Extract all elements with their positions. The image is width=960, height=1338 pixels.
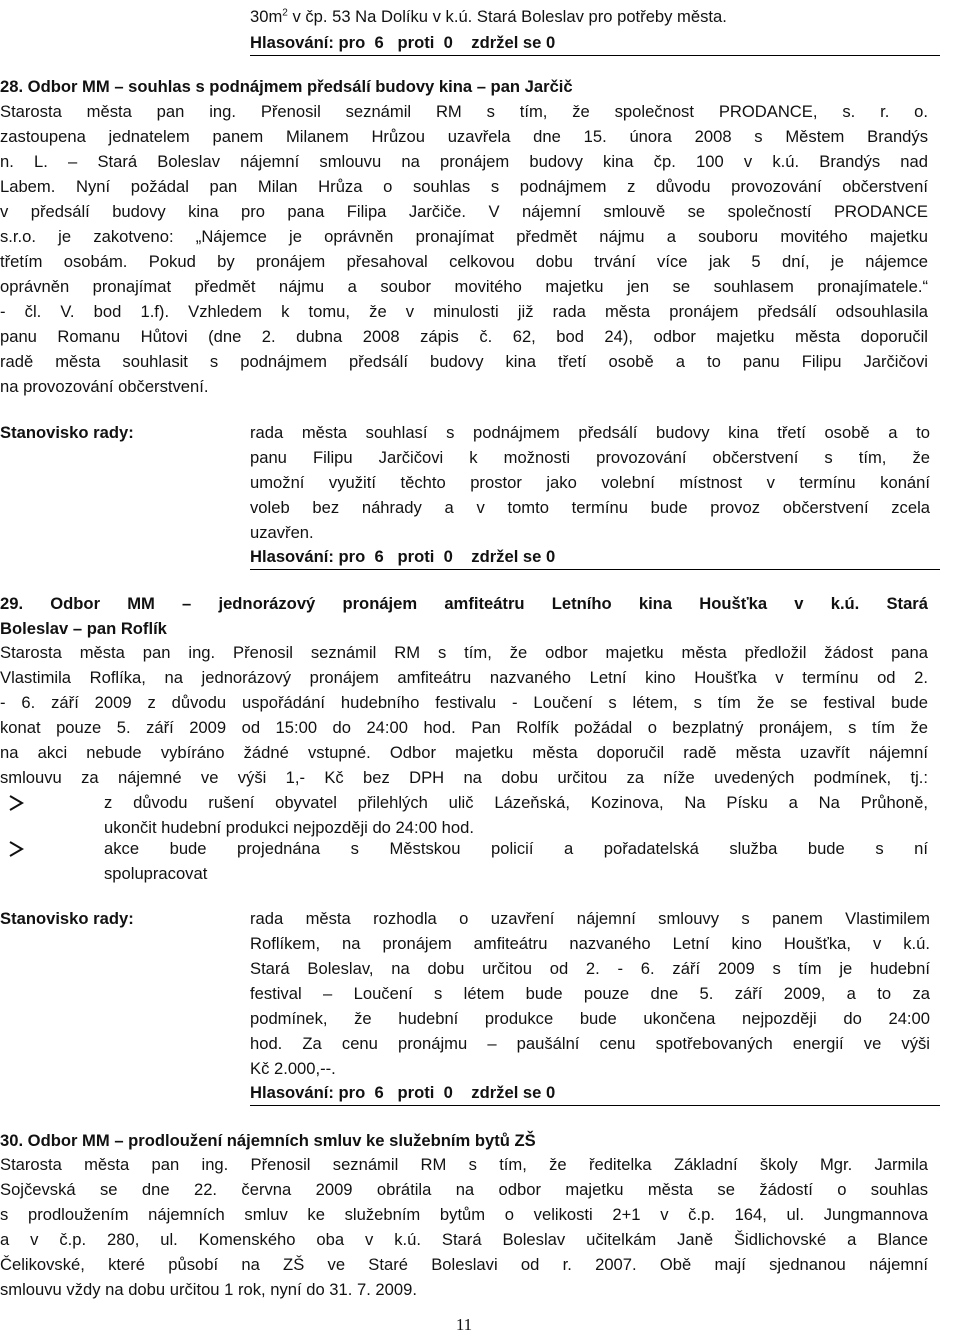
vote-result: Hlasování: pro 6 proti 0 zdržel se 0 — [250, 1080, 940, 1106]
text-line: s.r.o. je zakotveno: „Nájemce je oprávněn pronajímat předmět nájmu a souboru movitého majetku — [0, 227, 928, 246]
text-line: Starosta města pan ing. Přenosil seznámil RM s tím, že odbor majetku města předložil žádost pana — [0, 643, 928, 662]
item-28-last-line: na provozování občerstvení. — [0, 377, 209, 396]
list-item-text — [104, 836, 928, 886]
text-line: Stará Boleslav, na dobu určitou od 2. - 6. září 2009 s tím je hudební — [250, 959, 930, 978]
item-29-heading: 29. Odbor MM – jednorázový pronájem amfiteátru Letního kina Houšťka v k.ú. Stará — [0, 594, 928, 613]
text-line: s prodloužením nájemních smluv ke služebním bytům o velikosti 2+1 v č.p. 164, ul. Jungmannova — [0, 1205, 928, 1224]
list-item-line: ukončit hudební produkci nejpozději do 24:00 hod. — [104, 818, 474, 837]
text-line: radě města souhlasit s podnájmem předsálí budovy kina třetí osobě a to panu Filipu Jarčičovi — [0, 352, 928, 371]
text-line: panu Filipu Jarčičovi k možnosti provozování občerstvení s tím, že — [250, 448, 930, 467]
arrow-bullet-icon — [6, 790, 28, 815]
text-line: voleb bez náhrady a v tomto termínu bude provoz občerstvení zcela — [250, 498, 930, 517]
vote-result: Hlasování: pro 6 proti 0 zdržel se 0 — [250, 544, 940, 570]
item-29-body — [0, 640, 928, 790]
vote-result: Hlasování: pro 6 proti 0 zdržel se 0 — [250, 30, 940, 56]
stanovisko-text — [250, 906, 930, 1056]
list-item-line: z důvodu rušení obyvatel přilehlých ulič Lázeňská, Kozinova, Na Písku a Na Průhoně, — [104, 793, 928, 812]
text-line: Labem. Nyní požádal pan Milan Hrůza o souhlas s podnájmem z důvodu provozování občerstvení — [0, 177, 928, 196]
stanovisko-label: Stanovisko rady: — [0, 423, 134, 442]
text-line: podmínek, že hudební produkce bude ukončena nejpozději do 24:00 — [250, 1009, 930, 1028]
item-28-heading: 28. Odbor MM – souhlas s podnájmem předsálí budovy kina – pan Jarčič — [0, 77, 573, 96]
carryover-text: $30m^2$ v čp. 53 Na Dolíku v k.ú. Stará Boleslav pro potřeby města. — [250, 7, 727, 26]
item-30-body — [0, 1152, 928, 1277]
page-number: 11 — [455, 1315, 473, 1334]
text-line: Čelikovské, které působí na ZŠ ve Staré Boleslavi od r. 2007. Obě mají sjednanou nájemní — [0, 1255, 928, 1274]
text-line: - 6. září 2009 z důvodu uspořádání hudebního festivalu - Loučení s létem, s tím že se festival bude — [0, 693, 928, 712]
text-line: v předsálí budovy kina pro pana Filipa Jarčiče. V nájemní smlouvě se společností PRODANCE — [0, 202, 928, 221]
item-30-last-line: smlouvu vždy na dobu určitou 1 rok, nyní do 31. 7. 2009. — [0, 1280, 417, 1299]
text-line: rada města souhlasí s podnájmem předsálí budovy kina třetí osobě a to — [250, 423, 930, 442]
text-line: Vlastimila Roflíka, na jednorázový pronájem amfiteátru nazvaného Letní kino Houšťka v termínu od 2. — [0, 668, 928, 687]
list-item-line: spolupracovat — [104, 864, 208, 883]
text-line: konat pouze 5. září 2009 od 15:00 do 24:00 hod. Pan Rolfík požádal o bezplatný pronájem, s tím že — [0, 718, 928, 737]
stanovisko-last-line: Kč 2.000,--. — [250, 1059, 336, 1078]
arrow-bullet-icon — [6, 836, 28, 861]
text-line: zastoupena jednatelem panem Milanem Hrůzou uzavřela dne 15. února 2008 s Městem Brandýs — [0, 127, 928, 146]
text-line: Starosta města pan ing. Přenosil seznámil RM s tím, že ředitelka Základní školy Mgr. Jarmila — [0, 1155, 928, 1174]
text-line: umožní využití těchto prostor jako volební místnost v termínu konání — [250, 473, 930, 492]
text-line: rada města rozhodla o uzavření nájemní smlouvy s panem Vlastimilem — [250, 909, 930, 928]
text-line: Roflíkem, na pronájem amfiteátru nazvaného Letní kino Houšťka, v k.ú. — [250, 934, 930, 953]
text-line: smlouvu za nájemné ve výši 1,- Kč bez DPH na dobu určitou za níže uvedených podmínek, tj.: — [0, 768, 928, 787]
text-line: n. L. – Stará Boleslav nájemní smlouvu na pronájem budovy kina čp. 100 v k.ú. Brandýs nad — [0, 152, 928, 171]
text-line: Sojčevská se dne 22. června 2009 obrátila na odbor majetku města se žádostí o souhlas — [0, 1180, 928, 1199]
item-28-body — [0, 99, 928, 374]
text-line: panu Romanu Hůtovi (dne 2. dubna 2008 zápis č. 62, bod 24), odbor majetku města doporučil — [0, 327, 928, 346]
text-line: - čl. V. bod 1.f). Vzhledem k tomu, že v minulosti již rada města pronájem předsálí odsouhlasila — [0, 302, 928, 321]
text-line: hod. Za cenu pronájmu – paušální cenu spotřebovaných energií ve výši — [250, 1034, 930, 1053]
stanovisko-label: Stanovisko rady: — [0, 909, 134, 928]
stanovisko-text — [250, 420, 930, 520]
list-item-text — [104, 790, 928, 840]
text-line: festival – Loučení s létem bude pouze dne 5. září 2009, a to za — [250, 984, 930, 1003]
text-line: třetím osobám. Pokud by pronájem přesahoval celkovou dobu trvání více jak 5 dní, je nájemce — [0, 252, 928, 271]
stanovisko-last-line: uzavřen. — [250, 523, 314, 542]
text-line: Starosta města pan ing. Přenosil seznámil RM s tím, že společnost PRODANCE, s. r. o. — [0, 102, 928, 121]
text-line: na akci nebude vybíráno žádné vstupné. Odbor majetku města doporučil radě města uzavřít nájemní — [0, 743, 928, 762]
text-line: oprávněn pronajímat předmět nájmu a soubor movitého majetku jen se souhlasem pronajímatele.“ — [0, 277, 928, 296]
item-29-heading-cont: Boleslav – pan Roflík — [0, 619, 167, 638]
list-item-line: akce bude projednána s Městskou policií a pořadatelská služba bude s ní — [104, 839, 928, 858]
text-line: a v č.p. 280, ul. Komenského oba v k.ú. Stará Boleslav učitelkám Janě Šidlichovské a Blance — [0, 1230, 928, 1249]
item-30-heading: 30. Odbor MM – prodloužení nájemních smluv ke služebním bytů ZŠ — [0, 1131, 536, 1150]
